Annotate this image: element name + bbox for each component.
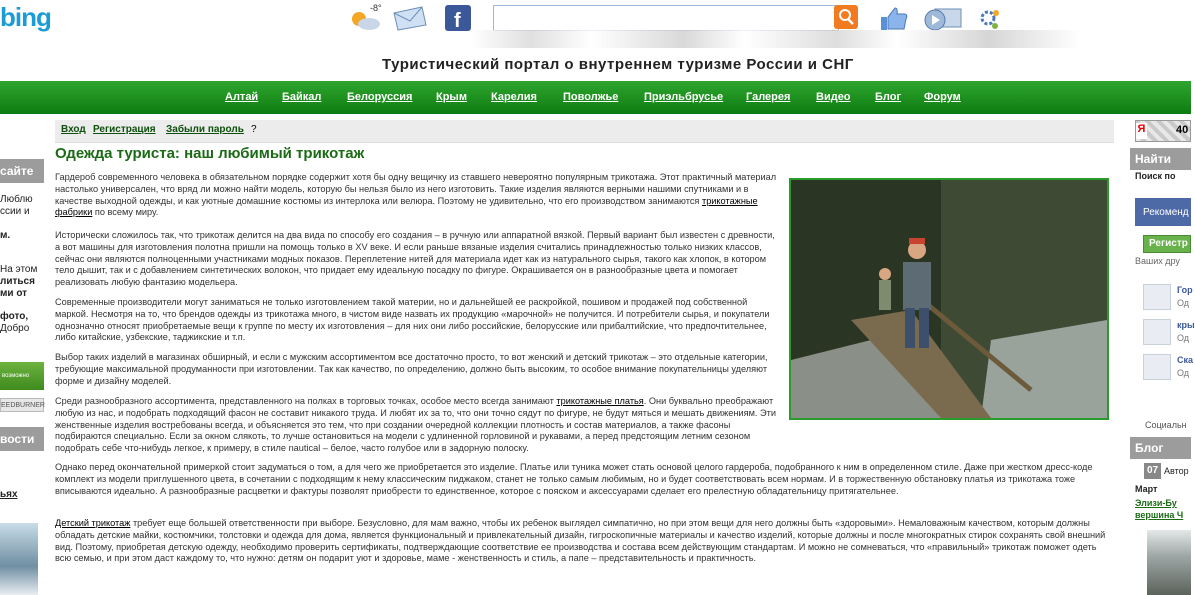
friends-text: Ваших дру: [1135, 256, 1180, 266]
main-nav: [0, 81, 1191, 114]
forgot-suffix: ?: [251, 124, 257, 135]
social-plugin-label: Социальн: [1145, 420, 1187, 430]
facebook-recommend-bar[interactable]: Рекоменд: [1135, 198, 1191, 226]
nav-item-blog[interactable]: Блог: [875, 91, 902, 103]
article-title: Одежда туриста: наш любимый трикотаж: [55, 145, 365, 162]
left-sidebar-heading-about: сайте: [0, 159, 44, 183]
left-news-thumbnail[interactable]: [0, 523, 38, 595]
login-link[interactable]: Вход: [61, 124, 86, 135]
left-text: Люблю: [0, 194, 33, 205]
nav-item-belarus[interactable]: Белоруссия: [347, 91, 413, 103]
bing-logo[interactable]: bing: [0, 2, 51, 32]
article-paragraph: [55, 518, 1115, 565]
avatar-icon[interactable]: [1143, 284, 1171, 310]
header-decoration: [470, 30, 1080, 48]
left-news-link[interactable]: ьях: [0, 489, 18, 500]
search-label: Поиск по: [1135, 171, 1176, 181]
forgot-password-link[interactable]: Забыли пароль: [166, 124, 244, 135]
paragraph-text: по всему миру.: [94, 207, 159, 218]
article-paragraph: Современные производители могут заниматься не только изготовлением такой материи, но и дальнейшей ее раскройкой, пошивом и продажей под собственной маркой. Несмотря на то, что брендов одежды из трикотажа много, в чистом виде назвать их продукцию «марочной» не получится. И потребители сырья, и покупатели однозначно относят приобретаемые вещи к группе по месту их изготовления – для них они либо российские, белорусские или прибалтийские, что предпочтительнее, либо китайские, узбекские, таджикские и т.п.: [55, 297, 770, 343]
nav-item-volga[interactable]: Поволжье: [563, 91, 619, 103]
weather-temperature: -8°: [370, 3, 382, 13]
tools-icon[interactable]: [975, 5, 1005, 31]
right-sidebar-heading-search: Найти: [1130, 148, 1191, 170]
nav-item-baikal[interactable]: Байкал: [282, 91, 322, 103]
login-bar: [55, 120, 1114, 143]
paragraph-text: требует еще большей ответственности при выборе. Безусловно, для мам важно, чтобы их ребенок выглядел симпатично, но при этом вещи для него должны быть «здоровыми». Немаловажным качеством, которым должны обладать детские майки, костюмчики, толстовки и одежда для дома, является функциональный и привлекательный дизайн, гигроскопичные материалы и качество изделий, которые должны и после многократных стирок сохранять свой внешний вид. Поэтому, приобретая детскую одежду, необходимо проверить сертификаты, подтверждающие соответствие ее производства и состава всем действующим стандартам. И можно не сомневаться, что «правильный» трикотаж поможет одеть всю семью, и при этом даст каждому то, что нужно: детям он подарит уют и здоровье, маме - женственность и стиль, а папе – представительность и практичность.: [55, 518, 1106, 564]
feedburner-badge[interactable]: EEDBURNER: [0, 398, 44, 412]
recommend-meta: Од: [1177, 368, 1190, 378]
kids-knitwear-link[interactable]: Детский трикотаж: [55, 518, 131, 528]
blog-month: Март: [1135, 484, 1158, 494]
recommend-meta: Од: [1177, 298, 1190, 308]
like-icon[interactable]: [878, 5, 908, 31]
left-text: Добро: [0, 323, 30, 334]
left-text: фото,: [0, 311, 29, 322]
paragraph-text: . Они буквально преображают любую из нас, и подобрать подходящий фасон не составит никакого труда. И любят их за то, что они точно сядут по фигуре, не будут мяться и мешать движениям. Эти женственные изделия востребованы всегда, и объясняется это тем, что при создании очередной коллекции плотность и состав материалов, а также фасоны подбираются специально. Если за окном слякоть, то лучше остановиться на модели с удлиненной горловиной и рукавами, а перед предстоящим летним сезоном подобрать себе что-нибудь легкое, к примеру, в стиле nautical – белое, часто голубое или в задорную полоску.: [55, 396, 776, 454]
blog-post-link[interactable]: Элизи-Бу: [1135, 498, 1177, 508]
register-link[interactable]: Регистрация: [93, 124, 156, 135]
yandex-logo: Я: [1136, 123, 1147, 139]
counter-value: 40: [1176, 124, 1189, 136]
left-text: ми от: [0, 288, 28, 299]
paragraph-text: Гардероб современного человека в обязательном порядке содержит хотя бы одну вещичку из ставшего невероятно популярным трикотажа. Этот практичный материал настолько универсален, что вряд ли можно найти модель, которую бы нельзя было из него изготовить. Такие изделия являются верными нашими спутниками и в качестве выходной одежды, и как уютные домашние костюмы из интерлока или велюра. Поэтому не удивительно, что его производством занимаются: [55, 172, 777, 206]
portal-title: Туристический портал о внутреннем туризме России и СНГ: [382, 56, 854, 73]
nav-item-gallery[interactable]: Галерея: [746, 91, 791, 103]
left-text: литься: [0, 276, 35, 287]
article-photo: [789, 178, 1109, 420]
video-icon[interactable]: [923, 5, 963, 31]
nav-item-karelia[interactable]: Карелия: [491, 91, 537, 103]
svg-text:f: f: [454, 10, 461, 32]
mail-icon[interactable]: [392, 5, 422, 31]
avatar-icon[interactable]: [1143, 319, 1171, 345]
knitted-dresses-link[interactable]: трикотажные платья: [556, 396, 644, 406]
facebook-icon[interactable]: [445, 5, 471, 31]
recommend-link[interactable]: кры: [1177, 320, 1195, 330]
article-paragraph: [55, 172, 780, 219]
nav-item-forum[interactable]: Форум: [924, 91, 961, 103]
search-icon: [834, 5, 858, 29]
right-sidebar-heading-blog: Блог: [1130, 437, 1191, 459]
article-paragraph: Исторически сложилось так, что трикотаж делится на два вида по способу его создания – в ручную или аппаратной вязкой. Первый вариант был известен с древности, а вот машины для изготовления полотна пришли на помощь только в XV веке. И если раньше вязаные изделия считались принадлежностью только низких классов, сейчас они являются полноценными участниками модных показов. Переплетение нитей для материала идет как из натурального сырья, такого как хлопок, в котором тело дышит, так и с добавлением синтетических волокон, что придает ему идеальную посадку по фигуре. Окрашивается он в разнообразные цвета и помогает реализовать любую фантазию модельера.: [55, 230, 775, 288]
recommend-meta: Од: [1177, 333, 1190, 343]
nav-item-crimea[interactable]: Крым: [436, 91, 467, 103]
register-button[interactable]: Регистр: [1143, 235, 1191, 253]
search-button[interactable]: [834, 5, 858, 29]
article-paragraph: Однако перед окончательной примеркой стоит задуматься о том, а для чего же приобретается это изделие. Платье или туника может стать основой целого гардероба, подобранного к ним в определенном стиле. Даже при жестком дресс-коде комплект из модели приглушенного цвета, в сочетании с подходящим к нему классическим пиджаком, станет не только самым любимым, но и будет соответствовать всем нормам. И в торжественную обстановку платья из трикотажа тоже вписываются идеально. А разнообразные расцветки и фактуры позволят приобрести то единственное, которое с пояском и аксессуарами сделает его прелестную обладательницу притягательнее.: [55, 462, 1093, 496]
left-text: На этом: [0, 264, 38, 275]
nav-item-altai[interactable]: Алтай: [225, 91, 259, 103]
blog-post-link[interactable]: вершина Ч: [1135, 510, 1184, 520]
nav-item-elbrus[interactable]: Приэльбрусье: [644, 91, 724, 103]
left-sidebar-heading-news: вости: [0, 427, 44, 451]
knitwear-factories-link[interactable]: трикотажные фабрики: [55, 195, 758, 218]
left-text: м.: [0, 230, 11, 241]
search-input[interactable]: [493, 5, 839, 31]
nav-item-video[interactable]: Видео: [816, 91, 851, 103]
recommend-link[interactable]: Ска: [1177, 355, 1194, 365]
paragraph-text: Среди разнообразного ассортимента, представленного на полках в торговых точках, особое место всегда занимают: [55, 396, 554, 406]
recommend-link[interactable]: Гор: [1177, 285, 1193, 295]
left-badge[interactable]: возможно: [0, 362, 44, 390]
hiker-bridge-image: [791, 180, 1107, 418]
yandex-counter[interactable]: [1135, 120, 1191, 142]
blog-date-badge: 07: [1144, 463, 1161, 479]
blog-thumbnail[interactable]: [1147, 530, 1191, 595]
avatar-icon[interactable]: [1143, 354, 1171, 380]
blog-author: Автор: [1164, 466, 1189, 476]
article-paragraph: Выбор таких изделий в магазинах обширный, и если с мужским ассортиментом все достаточно просто, то вот женский и детский трикотаж – это отдельные категории, требующие максимальной продуманности при изготовлении. Так как качество, по определению, должно быть высоким, то особое внимание покупательницы уделяют форме и дизайну моделей.: [55, 352, 768, 386]
left-text: ссии и: [0, 206, 30, 217]
